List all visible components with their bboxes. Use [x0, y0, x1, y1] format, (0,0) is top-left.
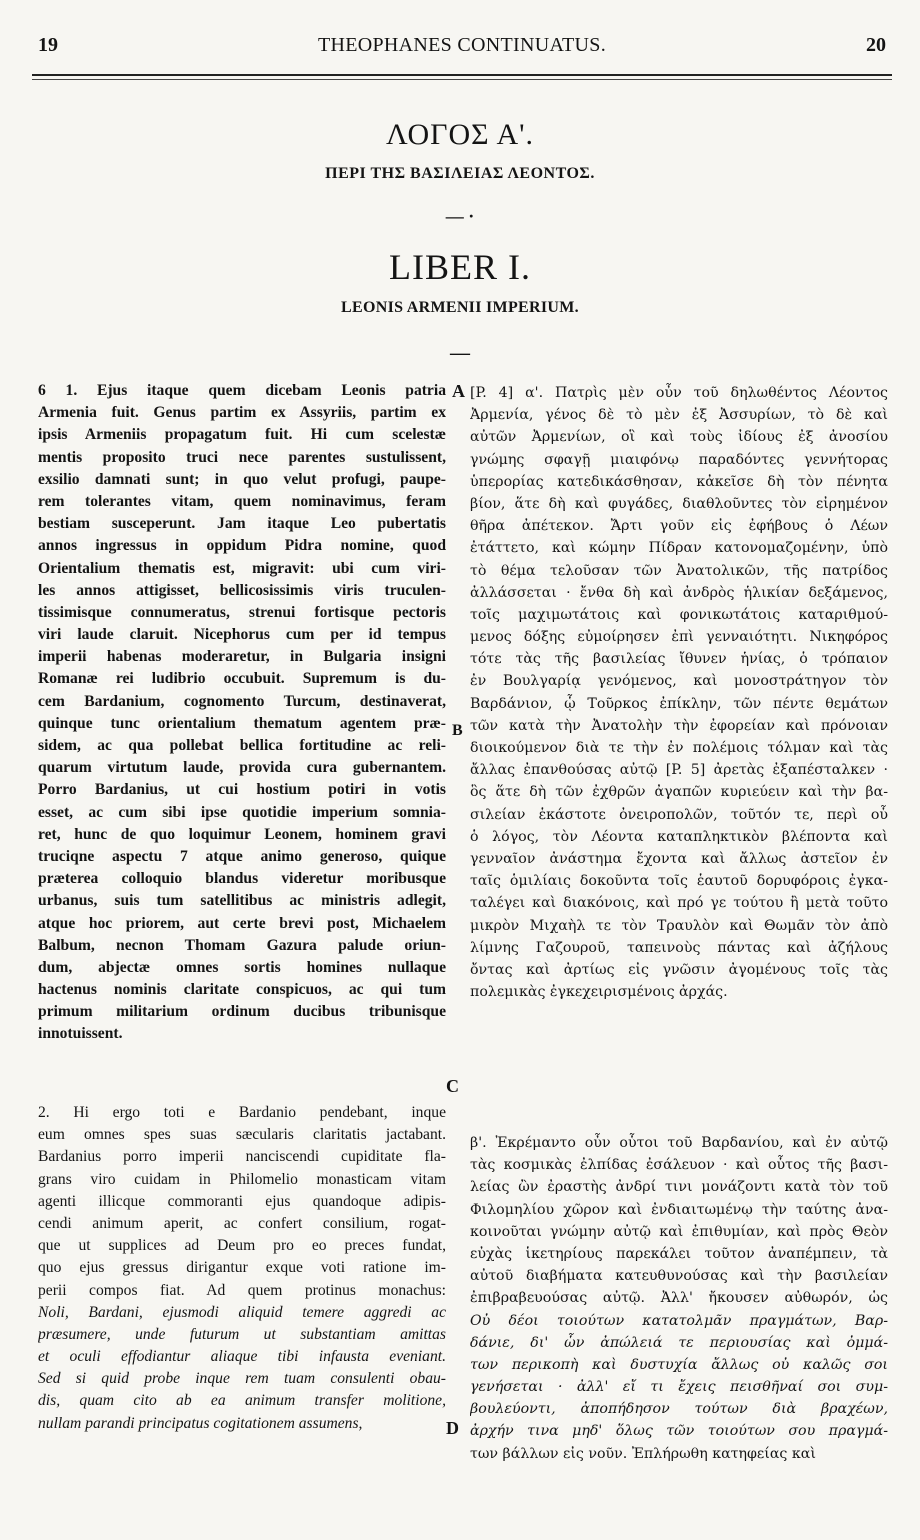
text-line: imperii habenas moderaretur, in Bulgaria insigni — [38, 648, 446, 666]
text-line: Noli, Bardani, ejusmodi aliquid temere aggredi ac — [38, 1303, 446, 1321]
text-line: Bardanius porro imperii nanciscendi cupiditate fla- — [38, 1148, 446, 1166]
greek-book-subtitle: ΠΕΡΙ ΤΗΣ ΒΑΣΙΛΕΙΑΣ ΛΕΟΝΤΟΣ. — [325, 165, 595, 182]
text-line: Ἀρμενία, γένος δὲ τὸ μὲν ἐξ Ἀσσυρίων, τὸ δὲ καὶ — [470, 407, 888, 424]
text-line: tissimisque connumeratus, strenui fortisque pectoris — [38, 603, 446, 621]
text-line: Οὐ δέοι τοιούτων κατατολμᾶν πραγμάτων, Βαρ- — [470, 1312, 888, 1329]
text-line: ἀλλάσσεται · ἔνθα δὴ καὶ ἀνδρὸς ἡλικίαν δεξάμενος, — [470, 584, 888, 601]
section-separator: — — [450, 342, 470, 364]
text-line: urbanus, suis tum satellitibus ac ministris adlegit, — [38, 892, 446, 910]
text-line: præterea colloquio blandus videretur moribusque — [38, 870, 446, 888]
text-line: γνώμης σφαγῇ μιαιφόνῳ παραδόντες γεννήτορας — [470, 451, 888, 468]
text-line: Sed si quid probe inque rem tuam consulenti obau- — [38, 1370, 446, 1388]
text-line: innotuissent. — [38, 1025, 123, 1043]
text-line: γενναῖον ἀνάστημα ἔχοντα καὶ ἄλλως ἀστεῖον ἐν — [470, 850, 888, 867]
text-line: nullam parandi principatus cogitationem assumens, — [38, 1414, 363, 1432]
latin-paragraph-1 — [38, 380, 446, 1046]
text-line: que ut supplices ad Deum pro eo preces fundat, — [38, 1237, 446, 1255]
text-line: αὐτοῦ διαβήματα κατευθυνούσας καὶ τὴν βασιλείαν — [470, 1268, 888, 1285]
page-number-right: 20 — [866, 34, 886, 56]
margin-letter-a: A — [452, 381, 465, 401]
text-line: μικρὸν Μιχαὴλ τε τὸν Τραυλὸν καὶ Θωμᾶν τὸν ἀπὸ — [470, 917, 888, 934]
greek-paragraph-1 — [470, 382, 888, 1003]
text-line: [P. 4] α'. Πατρὶς μὲν οὖν τοῦ δηλωθέντος Λέοντος — [470, 385, 888, 401]
text-line: Romanæ rei ludibrio occubuit. Supremum is du- — [38, 670, 446, 688]
text-line: ret, hunc de quo loquimur Leonem, hominem gravi — [38, 825, 446, 843]
text-line: ἀρχήν τινα μηδ' ὅλως τῶν τοιούτων σου πραγμά- — [470, 1423, 888, 1440]
text-line: δάνιε, δι' ὧν ἀπώλειά τε περιουσίας καὶ ὀμμά- — [470, 1334, 888, 1351]
page-header — [38, 34, 886, 64]
greek-book-title: ΛΟΓΟΣ Α'. — [385, 118, 535, 151]
latin-book-title: LIBER I. — [389, 247, 531, 287]
text-line: μενος δόξης εὐμοίρησεν ἐπὶ γενναιότητι. Νικηφόρος — [470, 629, 888, 646]
title-separator: — · — [445, 206, 475, 226]
text-line: ὑπερορίας κατεδικάσθησαν, κἀκεῖσε δὴ τὸν πένητα — [470, 473, 888, 490]
text-line: λίμνης Γαζουροῦ, ταπεινοὺς πάντας καὶ ἀζήλους — [470, 939, 888, 956]
text-line: ἐν Βουλγαρίᾳ γενόμενος, καὶ μονοστράτηγον τὸν — [470, 673, 888, 690]
text-line: λείας ὢν ἐραστὴς ἀνδρί τινι μονάζοντι κατὰ τὸν τοῦ — [470, 1179, 888, 1196]
text-line: truciqne aspectu 7 atque animo generoso, quique — [38, 847, 446, 865]
text-line: sidem, ac qua pollebat bellica fortitudine ac reli- — [38, 737, 446, 754]
latin-book-subtitle: LEONIS ARMENII IMPERIUM. — [341, 299, 579, 316]
text-line: annos ingressus in oppidum Pidra nomine, quod — [38, 537, 446, 555]
text-line: κοινοῦται γνώμην αὐτῷ καὶ ἐπιθυμίαν, καὶ πρὸς Θεὸν — [470, 1223, 888, 1240]
text-line: præsumere, unde futurum ut substantiam amittas — [38, 1325, 446, 1343]
page-number-left: 19 — [38, 34, 58, 56]
text-line: quarum virtutum laude, provida cura gubernantem. — [38, 759, 446, 777]
text-line: θῆρα ἀπέτεκον. Ἄρτι γοῦν εἰς ἐφήβους ὁ Λέων — [470, 518, 888, 535]
text-line: τὰς κοσμικὰς ἐλπίδας ἐσάλευον · καὶ οὗτος τῆς βασι- — [470, 1157, 888, 1174]
text-line: 6 1. Ejus itaque quem dicebam Leonis patria — [38, 382, 446, 399]
text-line: dum, abjectæ omnes sortis homines nullaque — [38, 958, 446, 976]
margin-letter-d: D — [446, 1418, 459, 1438]
text-line: Βαρδάνιον, ᾧ Τοῦρκος ἐπίκλην, τῶν πέντε θεμάτων — [470, 695, 888, 712]
text-line: ἐπιβραβευούσας αὐτῷ. Ἀλλ' ἤκουσεν αὐθωρόν, ὡς — [470, 1290, 888, 1307]
text-line: ὃς ἅτε δὴ τῶν ἐχθρῶν ἀγαπῶν κυριεύειν καὶ τὴν βα- — [470, 784, 888, 801]
text-line: Orientalium thematis est, migravit: ubi cum viri- — [38, 559, 446, 577]
text-line: exsilio damnati sunt; in quo velut profugi, paupe- — [38, 470, 446, 488]
text-line: dis, quam cito ab ea animum transfer molitione, — [38, 1392, 446, 1410]
text-line: grans viro cuidam in Philomelio monasticam vitam — [38, 1170, 446, 1188]
header-rule — [32, 74, 892, 76]
text-line: ταλέγει καὶ διακόνοις, καὶ πρό γε τούτου ἢ μετὰ τοῦτο — [470, 895, 888, 912]
text-line: 2. Hi ergo toti e Bardanio pendebant, inque — [38, 1104, 446, 1121]
text-line: atque hoc priorem, aut certe brevi post, Michaelem — [38, 914, 446, 932]
text-line: πολεμικὰς ἐγκεχειρισμένοις ἀρχάς. — [470, 984, 728, 1001]
margin-letter-b: B — [452, 722, 463, 739]
text-line: et oculi effodiantur aliaque tibi infausta eveniant. — [38, 1348, 446, 1366]
greek-paragraph-2 — [470, 1132, 888, 1465]
text-line: βίον, ἅτε δὴ καὶ φυγάδες, διαθλοῦντες τὸν εἰρημένον — [470, 495, 888, 512]
text-line: hactenus nominis claritate conspicuos, ac qui tum — [38, 981, 446, 999]
text-line: Armenia fuit. Genus partim ex Assyriis, partim ex — [38, 404, 446, 422]
text-line: ὁ λόγος, τὸν Λέοντα καταπληκτικὸν βλέποντα καὶ — [470, 828, 888, 845]
text-line: ἄλλας ἐπανθούσας αὐτῷ [P. 5] ἀρετὰς ἐξαπέσταλκεν · — [470, 762, 888, 779]
text-line: βουλεύοντι, ἀποπήδησον τούτων διὰ βραχέων, — [470, 1401, 888, 1418]
text-line: αὐτῶν Ἀρμενίων, οἳ καὶ τοὺς ἰδίους ἐξ ἀνοσίου — [470, 429, 888, 446]
text-line: primum militarium ordinum ducibus tribunisque — [38, 1003, 446, 1021]
text-line: ipsis Armeniis propagatum fuit. Hi cum scelestæ — [38, 426, 446, 444]
text-line: cendi animum aperit, ac confert consilium, rogat- — [38, 1214, 446, 1232]
text-line: β'. Ἐκρέμαντο οὖν οὗτοι τοῦ Βαρδανίου, καὶ ἐν αὐτῷ — [470, 1135, 888, 1151]
text-line: perii compos fiat. Ad quem protinus monachus: — [38, 1281, 446, 1299]
text-line: bestiam susceperunt. Jam itaque Leo pubertatis — [38, 515, 446, 533]
text-line: ἐτάττετο, καὶ κώμην Πίδραν κατονομαζομένην, ὑπὸ — [470, 540, 888, 557]
text-line: τὸ θέμα τελοῦσαν τῶν Ἀνατολικῶν, τῆς πατρίδος — [470, 562, 888, 579]
text-line: agenti illicque commoranti ejus quandoque adipis- — [38, 1192, 446, 1210]
text-line: Φιλομηλίου χῶρον καὶ ἐνδιαιτωμένῳ τὴν ταύτης ἀνα- — [470, 1201, 888, 1218]
text-line: eum omnes spes suas sæcularis claritatis jactabant. — [38, 1126, 446, 1144]
text-line: esset, ac cum sibi ipse quotidie imperium somnia- — [38, 803, 446, 821]
text-line: mentis proposito truci nece parentes sustulissent, — [38, 448, 446, 466]
text-line: viri laude claruit. Nicephorus cum per id tempus — [38, 626, 446, 644]
text-line: rem tolerantes vitam, quem nominavimus, feram — [38, 492, 446, 510]
text-line: των βάλλων εἰς νοῦν. Ἐπλήρωθη κατηφείας καὶ — [470, 1445, 816, 1462]
text-line: quo ejus gressus dirigantur exque voti ratione im- — [38, 1259, 446, 1277]
text-line: σιλείαν ἑκάστοτε ὀνειροπολῶν, τοῦτόν τε, περὶ οὗ — [470, 806, 888, 823]
text-line: εὐχὰς ἱκετηρίους παρεκάλει τοῦτον ἀναπέμπειν, τὰ — [470, 1245, 888, 1262]
text-line: cem Bardanium, cognomento Turcum, destinaverat, — [38, 692, 446, 710]
text-line: les annos attigisset, bellicosissimis viris truculen- — [38, 581, 446, 599]
text-line: quinque tunc orientalium thematum agentem præ- — [38, 714, 446, 732]
text-line: ὄντας καὶ ἀρτίως εἰς γνῶσιν ἀγομένους τοῖς τὰς — [470, 961, 888, 978]
text-line: τότε τὰς τῆς βασιλείας ἴθυνεν ἡνίας, ὁ τρόπαιον — [470, 651, 888, 668]
text-line: γενήσεται · ἀλλ' εἴ τι ἔχεις πεισθῆναί σοι συμ- — [470, 1379, 888, 1396]
text-line: διοικούμενον διὰ τε τὴν ἐν πολέμοις τόλμαν καὶ τὰς — [470, 740, 888, 756]
margin-letter-c: C — [446, 1076, 459, 1096]
latin-paragraph-2 — [38, 1102, 446, 1435]
text-line: ταῖς ὁμιλίαις δοκοῦντα τοῖς ἑαυτοῦ δορυφόροις ἐγκα- — [470, 873, 888, 890]
text-line: τῶν κατὰ τὴν Ἀνατολὴν τὴν ἐφορείαν καὶ πρόνοιαν — [470, 717, 888, 734]
text-line: Porro Bardanius, ut cui hostium potiri in votis — [38, 781, 446, 799]
header-rule-thin — [32, 79, 892, 80]
running-title: THEOPHANES CONTINUATUS. — [317, 34, 606, 56]
text-line: Balbum, necnon Thomam Gazura palude oriun- — [38, 936, 446, 954]
text-line: τοῖς μαχιμωτάτοις καὶ φονικωτάτοις καταριθμού- — [470, 606, 888, 623]
text-line: των περικοπὴ καὶ δυστυχία ἄλλως οὐ καλῶς σοι — [470, 1356, 888, 1373]
